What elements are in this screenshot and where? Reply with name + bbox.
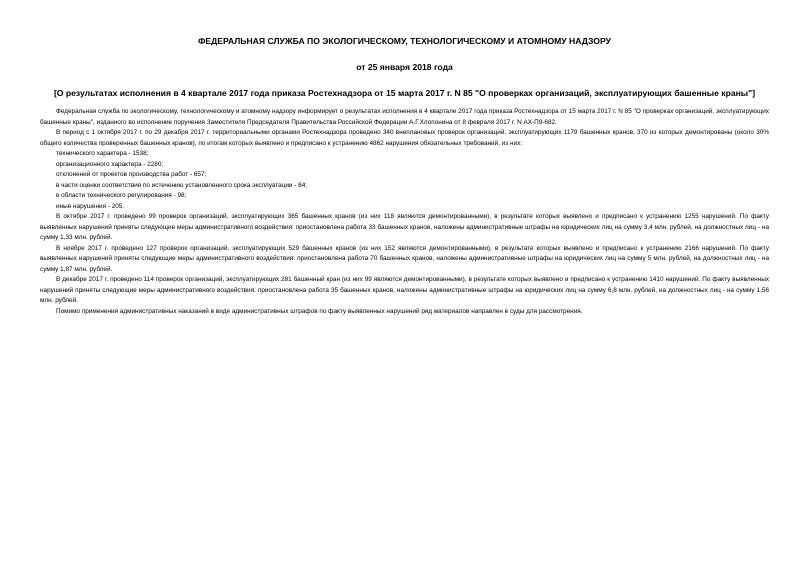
document-page bbox=[40, 36, 769, 317]
december-paragraph: В декабре 2017 г. проведено 114 проверок организаций, эксплуатирующих 281 башенный кран (из них 99 являются демонтированными), в результате которых выявлено и предписано к устранению 1410 нарушений. По факту выявленных нарушений приняты следующие меры административного воздействия: приостановлена работа 35 башенных кранов, наложены административные штрафы на юридических лиц на сумму 6,8 млн. рублей, на должностных лиц - на сумму 1,56 млн. рублей. bbox=[40, 276, 769, 304]
violation-item: технического характера - 1538; bbox=[56, 150, 149, 157]
november-paragraph: В ноябре 2017 г. проведено 127 проверок организаций, эксплуатирующих 529 башенных кранов (из них 152 являются демонтированными), в результате которых выявлено и предписано к устранению 2166 нарушений. По факту выявленных нарушений приняты следующие меры административного воздействия: приостановлена работа 70 башенных кранов, наложены административные штрафы на юридических лиц на сумму 5 млн. рублей, на должностных лиц - на сумму 1,87 млн. рублей. bbox=[40, 244, 769, 273]
violation-item: организационного характера - 2280; bbox=[56, 160, 164, 168]
document-title: [О результатах исполнения в 4 квартале 2017 года приказа Ростехнадзора от 15 марта 2017 г. N 85 "О проверках организаций, эксплуатирующих башенные краны"] bbox=[53, 88, 756, 98]
violation-item: в области технического регулирования - 98; bbox=[56, 192, 187, 199]
violation-item: в части оценки соответствия по истечению установленного срока эксплуатации - 84; bbox=[56, 181, 308, 189]
period-summary-paragraph: В период с 1 октября 2017 г. по 29 декабря 2017 г. территориальными органами Ростехнадзора проведено 340 внеплановых проверок организаций, эксплуатирующих 1179 башенных кранов, 370 из которых демонтированы (около 30% общего количества проверенных башенных кранов), по итогам которых выявлено и предписано к устранению 4862 нарушения обязательных требований, из них: bbox=[40, 129, 769, 147]
violation-item: иные нарушения - 205. bbox=[56, 202, 125, 210]
document-date: от 25 января 2018 года bbox=[356, 62, 453, 72]
document-body bbox=[40, 107, 769, 317]
intro-paragraph: Федеральная служба по экологическому, технологическому и атомному надзору информирует о результатах исполнения в 4 квартале 2017 года приказа Ростехнадзора от 15 марта 2017 г. N 85 "О проверках организаций, эксплуатирующих башенные краны", изданного во исполнение поручения Заместителя Председателя Правительства Российской Федерации А.Г.Хлопонина от 8 февраля 2017 г. N АХ-П9-682. bbox=[40, 108, 769, 126]
closing-paragraph: Помимо применения административных наказаний в виде административных штрафов по факту выявленных нарушений ряд материалов направлен в суды для рассмотрения. bbox=[56, 307, 583, 315]
agency-heading: ФЕДЕРАЛЬНАЯ СЛУЖБА ПО ЭКОЛОГИЧЕСКОМУ, ТЕХНОЛОГИЧЕСКОМУ И АТОМНОМУ НАДЗОРУ bbox=[198, 36, 611, 46]
october-paragraph: В октябре 2017 г. проведено 99 проверок организаций, эксплуатирующих 365 башенных кранов (из них 118 являются демонтированными), в результате которых выявлено и предписано к устранению 1255 нарушений. По факту выявленных нарушений приняты следующие меры административного воздействия: приостановлена работа 33 башенных кранов, наложены административные штрафы на юридических лиц на сумму 3,4 млн. рублей, на должностных лиц - на сумму 1,33 млн. рублей. bbox=[40, 213, 769, 241]
violation-item: отклонений от проектов производства работ - 657; bbox=[56, 171, 207, 178]
